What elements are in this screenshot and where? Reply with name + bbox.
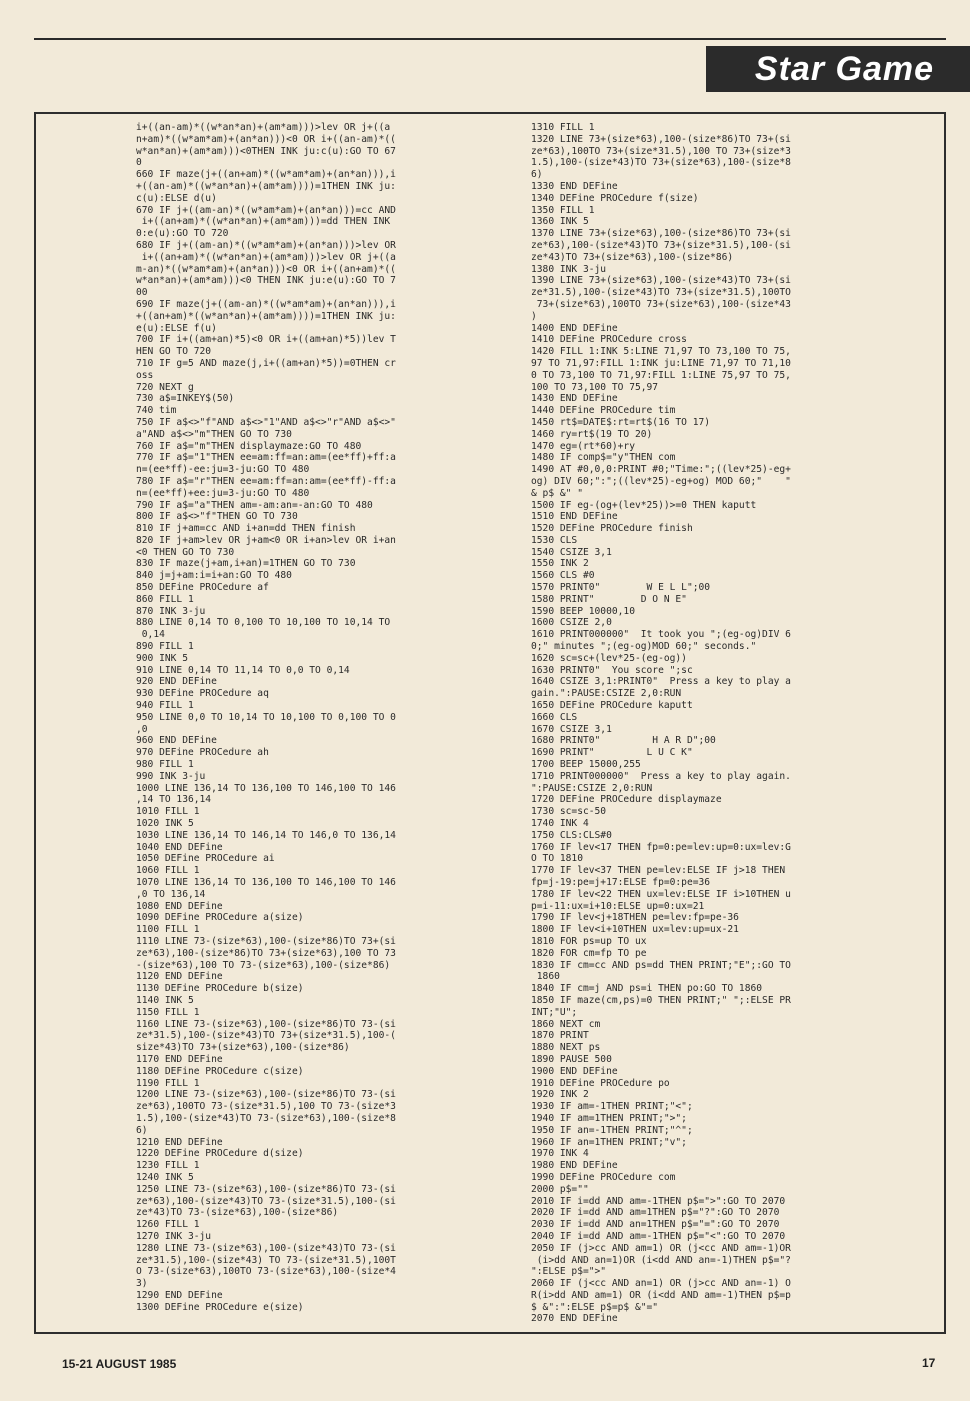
code-line: 710 IF g=5 AND maze(j,i+((am+an)*5))=0THEN cr xyxy=(136,357,396,369)
code-line: 1590 BEEP 10000,10 xyxy=(531,605,635,617)
code-line: fp=j-19:pe=j+17:ELSE fp=0:pe=36 xyxy=(531,877,711,888)
code-line: 1510 END DEFine xyxy=(531,511,618,523)
code-line: 1380 INK 3-ju xyxy=(531,263,607,275)
code-line: 1450 rt$=DATE$:rt=rt$(16 TO 17) xyxy=(531,416,711,428)
code-line: 1280 LINE 73-(size*63),100-(size*43)TO 73-(si xyxy=(136,1242,396,1254)
code-line: 1990 DEFine PROCedure com xyxy=(531,1171,676,1183)
code-line: 1180 DEFine PROCedure c(size) xyxy=(136,1065,304,1077)
code-line: 690 IF maze(j+((am-an)*((w*am*am)+(an*an))),i xyxy=(136,298,396,310)
code-line: 1810 FOR ps=up TO ux xyxy=(531,935,647,947)
code-line: 73+(size*63),100TO 73+(size*63),100-(size*43 xyxy=(531,298,791,310)
code-line: 1760 IF lev<17 THEN fp=0:pe=lev:up=0:ux=lev:G xyxy=(531,841,791,853)
code-line: 1500 IF eg-(og+(lev*25))>=0 THEN kaputt xyxy=(531,499,757,511)
code-line: e(u):ELSE f(u) xyxy=(136,322,217,334)
code-line: 1960 IF an=1THEN PRINT;"v"; xyxy=(531,1136,687,1148)
code-line: 1550 INK 2 xyxy=(531,558,589,570)
code-line: 100 TO 73,100 TO 75,97 xyxy=(531,381,659,393)
code-line: 1470 eg=(rt*60)+ry xyxy=(531,440,635,452)
code-line: 1540 CSIZE 3,1 xyxy=(531,546,612,558)
code-line: -(size*63),100 TO 73-(size*63),100-(size*86) xyxy=(136,959,391,971)
code-line: 1080 END DEFine xyxy=(136,900,223,912)
code-line: 1240 INK 5 xyxy=(136,1171,194,1183)
code-line: R(i>dd AND am=1) OR (i<dd AND am=-1)THEN p$=p xyxy=(531,1289,791,1301)
code-line: 2000 p$="" xyxy=(531,1183,589,1195)
code-line: 1260 FILL 1 xyxy=(136,1219,200,1231)
code-line: 1340 DEFine PROCedure f(size) xyxy=(531,192,699,204)
code-line: 1690 PRINT" L U C K" xyxy=(531,747,693,759)
code-line: 1530 CLS xyxy=(531,534,578,546)
code-line: 0;" minutes ";(eg-og)MOD 60;" seconds." xyxy=(531,641,757,653)
code-line: ze*43)TO 73-(size*63),100-(size*86) xyxy=(136,1207,339,1219)
code-line: O 73-(size*63),100TO 73-(size*63),100-(size*4 xyxy=(136,1266,396,1278)
code-line: 1310 FILL 1 xyxy=(531,122,595,133)
code-column-left xyxy=(136,122,466,1322)
section-title: Star Game xyxy=(754,49,934,88)
code-line: 1250 LINE 73-(size*63),100-(size*86)TO 73-(si xyxy=(136,1183,396,1195)
code-line: 900 INK 5 xyxy=(136,652,188,664)
code-line: 700 IF i+((am+an)*5)<0 OR i+((am+an)*5))lev T xyxy=(136,334,396,346)
code-line: 1860 NEXT cm xyxy=(531,1018,601,1030)
code-line: 2030 IF i=dd AND an=1THEN p$="=":GO TO 2070 xyxy=(531,1219,780,1231)
code-line: 1200 LINE 73-(size*63),100-(size*86)TO 73-(si xyxy=(136,1089,396,1101)
code-line: 1480 IF comp$="y"THEN com xyxy=(531,452,676,464)
code-line: 97 TO 71,97:FILL 1:INK ju:LINE 71,97 TO 71,10 xyxy=(531,357,791,369)
code-line: ":ELSE p$=">" xyxy=(531,1266,607,1278)
code-line: <0 THEN GO TO 730 xyxy=(136,546,235,558)
code-line: c(u):ELSE d(u) xyxy=(136,192,217,204)
code-line: 990 INK 3-ju xyxy=(136,770,206,782)
code-line: oss xyxy=(136,369,154,381)
code-line: ze*31.5),100-(size*43)TO 73+(size*31.5),100-( xyxy=(136,1030,396,1042)
code-line: 790 IF a$="a"THEN am=-am:an=-an:GO TO 480 xyxy=(136,499,373,511)
code-line: 6) xyxy=(136,1124,148,1136)
code-line: 2020 IF i=dd AND am=1THEN p$="?":GO TO 2070 xyxy=(531,1207,780,1219)
code-line: 1600 CSIZE 2,0 xyxy=(531,617,612,629)
code-line: 1100 FILL 1 xyxy=(136,924,200,936)
code-line: 1030 LINE 136,14 TO 146,14 TO 146,0 TO 136,14 xyxy=(136,829,396,841)
code-line: ,0 TO 136,14 xyxy=(136,888,206,900)
code-column-right xyxy=(531,122,931,1322)
code-line: 1210 END DEFine xyxy=(136,1136,223,1148)
code-line: og) DIV 60;":";((lev*25)-eg+og) MOD 60;" " xyxy=(531,475,791,487)
code-line: 1890 PAUSE 500 xyxy=(531,1053,612,1065)
code-line: 1630 PRINT0" You score ";sc xyxy=(531,664,693,676)
code-line: 810 IF j+am=cc AND i+an=dd THEN finish xyxy=(136,523,356,535)
code-line: p=i-11:ux=i+10:ELSE up=0:ux=21 xyxy=(531,900,705,912)
code-line: 1090 DEFine PROCedure a(size) xyxy=(136,912,304,924)
code-line: w*an*an)+(am*am)))<0 THEN INK ju:e(u):GO TO 7 xyxy=(136,275,396,287)
code-line: ze*63),100TO 73-(size*31.5),100 TO 73-(size*3 xyxy=(136,1101,396,1113)
code-line: 0:e(u):GO TO 720 xyxy=(136,228,229,240)
code-line: 730 a$=INKEY$(50) xyxy=(136,393,235,405)
code-line: 890 FILL 1 xyxy=(136,641,194,653)
page-number: 17 xyxy=(922,1356,936,1370)
code-line: 1160 LINE 73-(size*63),100-(size*86)TO 73-(si xyxy=(136,1018,396,1030)
code-line: gain.":PAUSE:CSIZE 2,0:RUN xyxy=(531,688,682,700)
code-line: 6) xyxy=(531,169,543,181)
code-line: 1730 sc=sc-50 xyxy=(531,806,607,818)
code-line: 1660 CLS xyxy=(531,711,578,723)
code-line: 1800 IF lev<i+10THEN ux=lev:up=ux-21 xyxy=(531,924,739,936)
code-line: 1230 FILL 1 xyxy=(136,1160,200,1172)
code-line: 1270 INK 3-ju xyxy=(136,1230,212,1242)
code-line: a"AND a$<>"m"THEN GO TO 730 xyxy=(136,428,292,440)
code-line: 980 FILL 1 xyxy=(136,759,194,771)
code-line: 1980 END DEFine xyxy=(531,1160,618,1172)
code-line: 0 xyxy=(136,157,142,169)
code-line: 1070 LINE 136,14 TO 136,100 TO 146,100 TO 146 xyxy=(136,877,396,888)
code-line: size*43)TO 73+(size*63),100-(size*86) xyxy=(136,1042,350,1054)
code-line: 1860 xyxy=(531,971,560,983)
code-line: 2040 IF i=dd AND am=-1THEN p$="<":GO TO 2070 xyxy=(531,1230,786,1242)
code-line: 1570 PRINT0" W E L L";00 xyxy=(531,582,711,594)
code-line: 1900 END DEFine xyxy=(531,1065,618,1077)
code-line: 660 IF maze(j+((an+am)*((w*am*am)+(an*an))),i xyxy=(136,169,396,181)
code-line: 1150 FILL 1 xyxy=(136,1006,200,1018)
code-line: 1050 DEFine PROCedure ai xyxy=(136,853,275,865)
code-line: 840 j=j+am:i=i+an:GO TO 480 xyxy=(136,570,292,582)
code-line: 1400 END DEFine xyxy=(531,322,618,334)
code-line: 1770 IF lev<37 THEN pe=lev:ELSE IF j>18 THEN xyxy=(531,865,786,877)
code-line: 960 END DEFine xyxy=(136,735,217,747)
code-line: 1920 INK 2 xyxy=(531,1089,589,1101)
code-line: +((an+am)*((w*an*an)+(am*am))))=1THEN INK ju: xyxy=(136,310,396,322)
code-line: 1000 LINE 136,14 TO 136,100 TO 146,100 TO 146 xyxy=(136,782,396,794)
code-line: 1580 PRINT" D O N E" xyxy=(531,593,687,605)
code-line: 1120 END DEFine xyxy=(136,971,223,983)
code-line: n=(ee*ff)-ee:ju=3-ju:GO TO 480 xyxy=(136,464,310,476)
code-line: 1750 CLS:CLS#0 xyxy=(531,829,612,841)
code-line: ":PAUSE:CSIZE 2,0:RUN xyxy=(531,782,653,794)
code-line: 1520 DEFine PROCedure finish xyxy=(531,523,693,535)
code-line: m-an)*((w*am*am)+(an*an)))<0 OR i+((an+am)*(( xyxy=(136,263,396,275)
code-line: 1140 INK 5 xyxy=(136,994,194,1006)
code-line: 1040 END DEFine xyxy=(136,841,223,853)
code-line: 1840 IF cm=j AND ps=i THEN po:GO TO 1860 xyxy=(531,983,763,995)
section-header xyxy=(706,46,970,92)
code-line: ze*31.5),100-(size*43)TO 73+(size*31.5),100TO xyxy=(531,287,791,299)
code-line: 850 DEFine PROCedure af xyxy=(136,582,269,594)
code-line: 2060 IF (j<cc AND an=1) OR (j>cc AND an=-1) O xyxy=(531,1278,791,1290)
code-line: 860 FILL 1 xyxy=(136,593,194,605)
code-line: 1640 CSIZE 3,1:PRINT0" Press a key to play a xyxy=(531,676,791,688)
code-line: ze*63),100TO 73+(size*31.5),100 TO 73+(size*3 xyxy=(531,145,791,157)
code-line: 800 IF a$<>"f"THEN GO TO 730 xyxy=(136,511,298,523)
code-line: 1820 FOR cm=fp TO pe xyxy=(531,947,647,959)
code-line: 1320 LINE 73+(size*63),100-(size*86)TO 73+(si xyxy=(531,133,791,145)
code-line: 1360 INK 5 xyxy=(531,216,589,228)
code-line: 750 IF a$<>"f"AND a$<>"1"AND a$<>"r"AND a$<>" xyxy=(136,416,396,428)
code-line: 930 DEFine PROCedure aq xyxy=(136,688,269,700)
code-line: 1870 PRINT xyxy=(531,1030,589,1042)
code-line: 1560 CLS #0 xyxy=(531,570,595,582)
code-line: 830 IF maze(j+am,i+an)=1THEN GO TO 730 xyxy=(136,558,356,570)
code-line: 1850 IF maze(cm,ps)=0 THEN PRINT;" ";:ELSE PR xyxy=(531,994,791,1006)
code-line: 1970 INK 4 xyxy=(531,1148,589,1160)
code-line: 1410 DEFine PROCedure cross xyxy=(531,334,687,346)
code-line: 910 LINE 0,14 TO 11,14 TO 0,0 TO 0,14 xyxy=(136,664,350,676)
code-line: 1370 LINE 73+(size*63),100-(size*86)TO 73+(si xyxy=(531,228,791,240)
code-line: 1190 FILL 1 xyxy=(136,1077,200,1089)
code-line: ze*43)TO 73+(size*63),100-(size*86) xyxy=(531,251,734,263)
code-line: 2010 IF i=dd AND am=-1THEN p$=">":GO TO 2070 xyxy=(531,1195,786,1207)
code-line: 1.5),100-(size*43)TO 73+(size*63),100-(size*8 xyxy=(531,157,791,169)
code-line: 680 IF j+((am-an)*((w*am*am)+(an*an)))>lev OR xyxy=(136,239,396,251)
code-line: 950 LINE 0,0 TO 10,14 TO 10,100 TO 0,100 TO 0 xyxy=(136,711,396,723)
code-line: 1830 IF cm=cc AND ps=dd THEN PRINT;"E";:GO TO xyxy=(531,959,791,971)
code-line: 1170 END DEFine xyxy=(136,1053,223,1065)
code-line: & p$ &" " xyxy=(531,487,583,499)
code-line: ze*63),100-(size*86)TO 73+(size*63),100 TO 73 xyxy=(136,947,396,959)
code-line: 1610 PRINT000000" It took you ";(eg-og)DIV 6 xyxy=(531,629,791,641)
code-line: 940 FILL 1 xyxy=(136,700,194,712)
code-line: ze*63),100-(size*43)TO 73+(size*31.5),100-(si xyxy=(531,239,791,251)
code-line: 1950 IF an=-1THEN PRINT;"^"; xyxy=(531,1124,693,1136)
code-line: 970 DEFine PROCedure ah xyxy=(136,747,269,759)
code-line: 1350 FILL 1 xyxy=(531,204,595,216)
code-line: $ &":":ELSE p$=p$ &"=" xyxy=(531,1301,659,1313)
code-line: 2070 END DEFine xyxy=(531,1313,618,1322)
code-line: 1020 INK 5 xyxy=(136,818,194,830)
code-line: ,0 xyxy=(136,723,148,735)
code-line: 1940 IF am=1THEN PRINT;">"; xyxy=(531,1112,687,1124)
code-line: ) xyxy=(531,310,537,322)
code-line: 1060 FILL 1 xyxy=(136,865,200,877)
code-line: 1620 sc=sc+(lev*25-(eg-og)) xyxy=(531,652,687,664)
code-line: 1780 IF lev<22 THEN ux=lev:ELSE IF i>10THEN u xyxy=(531,888,791,900)
top-rule xyxy=(34,38,946,40)
code-line: 670 IF j+((am-an)*((w*am*am)+(an*an)))=cc AND xyxy=(136,204,396,216)
code-line: 1.5),100-(size*43)TO 73-(size*63),100-(size*8 xyxy=(136,1112,396,1124)
code-line: O TO 1810 xyxy=(531,853,583,865)
code-line: i+((an+am)*((w*an*an)+(am*am)))>lev OR j+((a xyxy=(136,251,396,263)
issue-date: 15-21 AUGUST 1985 xyxy=(62,1357,177,1371)
code-line: 0 TO 73,100 TO 71,97:FILL 1:LINE 75,97 TO 75, xyxy=(531,369,791,381)
code-line: 1390 LINE 73+(size*63),100-(size*43)TO 73+(si xyxy=(531,275,791,287)
code-line: 1300 DEFine PROCedure e(size) xyxy=(136,1301,304,1313)
code-line: 0,14 xyxy=(136,629,165,641)
code-line: 820 IF j+am>lev OR j+am<0 OR i+an>lev OR i+an xyxy=(136,534,396,546)
code-line: INT;"U"; xyxy=(531,1006,578,1018)
code-line: 1680 PRINT0" H A R D";00 xyxy=(531,735,716,747)
code-line: n+am)*((w*am*am)+(an*an)))<0 OR i+((an-am)*(( xyxy=(136,133,396,145)
code-line: 1700 BEEP 15000,255 xyxy=(531,759,641,771)
code-line: 1430 END DEFine xyxy=(531,393,618,405)
code-line: 00 xyxy=(136,287,148,299)
code-line: 1790 IF lev<j+18THEN pe=lev:fp=pe-36 xyxy=(531,912,739,924)
code-line: 740 tim xyxy=(136,405,177,417)
code-line: 720 NEXT g xyxy=(136,381,194,393)
code-line: i+((an-am)*((w*an*an)+(am*am)))>lev OR j+((a xyxy=(136,122,391,133)
code-line: 1740 INK 4 xyxy=(531,818,589,830)
code-line: 2050 IF (j>cc AND am=1) OR (j<cc AND am=-1)OR xyxy=(531,1242,791,1254)
code-line: 760 IF a$="m"THEN displaymaze:GO TO 480 xyxy=(136,440,362,452)
code-line: ze*63),100-(size*43)TO 73-(size*31.5),100-(si xyxy=(136,1195,396,1207)
code-line: 1910 DEFine PROCedure po xyxy=(531,1077,670,1089)
code-line: 1490 AT #0,0,0:PRINT #0;"Time:";((lev*25)-eg+ xyxy=(531,464,791,476)
code-line: 780 IF a$="r"THEN ee=am:ff=an:am=(ee*ff)-ff:a xyxy=(136,475,396,487)
code-line: 1650 DEFine PROCedure kaputt xyxy=(531,700,693,712)
code-line: 1710 PRINT000000" Press a key to play again. xyxy=(531,770,791,782)
code-line: 1110 LINE 73-(size*63),100-(size*86)TO 73+(si xyxy=(136,935,396,947)
code-line: 1880 NEXT ps xyxy=(531,1042,601,1054)
code-line: 1290 END DEFine xyxy=(136,1289,223,1301)
code-line: (i>dd AND an=1)OR (i<dd AND an=-1)THEN p$="? xyxy=(531,1254,791,1266)
code-line: 1930 IF am=-1THEN PRINT;"<"; xyxy=(531,1101,693,1113)
code-line: 1720 DEFine PROCedure displaymaze xyxy=(531,794,722,806)
code-line: 1130 DEFine PROCedure b(size) xyxy=(136,983,304,995)
code-line: ,14 TO 136,14 xyxy=(136,794,212,806)
code-line: 1010 FILL 1 xyxy=(136,806,200,818)
code-line: n=(ee*ff)+ee:ju=3-ju:GO TO 480 xyxy=(136,487,310,499)
code-line: w*an*an)+(am*am)))<0THEN INK ju:c(u):GO TO 67 xyxy=(136,145,396,157)
code-line: 1220 DEFine PROCedure d(size) xyxy=(136,1148,304,1160)
code-line: ze*31.5),100-(size*43) TO 73-(size*31.5),100T xyxy=(136,1254,396,1266)
code-line: 880 LINE 0,14 TO 0,100 TO 10,100 TO 10,14 TO xyxy=(136,617,391,629)
code-line: 770 IF a$="1"THEN ee=am:ff=an:am=(ee*ff)+ff:a xyxy=(136,452,396,464)
code-line: 1330 END DEFine xyxy=(531,180,618,192)
code-line: 3) xyxy=(136,1278,148,1290)
code-line: 1460 ry=rt$(19 TO 20) xyxy=(531,428,653,440)
code-line: +((an-am)*((w*an*an)+(am*am))))=1THEN INK ju: xyxy=(136,180,396,192)
code-line: 870 INK 3-ju xyxy=(136,605,206,617)
code-line: 1670 CSIZE 3,1 xyxy=(531,723,612,735)
code-line: 1440 DEFine PROCedure tim xyxy=(531,405,676,417)
code-line: 1420 FILL 1:INK 5:LINE 71,97 TO 73,100 TO 75, xyxy=(531,346,791,358)
code-line: i+((an+am)*((w*an*an)+(am*am)))=dd THEN INK xyxy=(136,216,391,228)
code-line: HEN GO TO 720 xyxy=(136,346,212,358)
code-line: 920 END DEFine xyxy=(136,676,217,688)
